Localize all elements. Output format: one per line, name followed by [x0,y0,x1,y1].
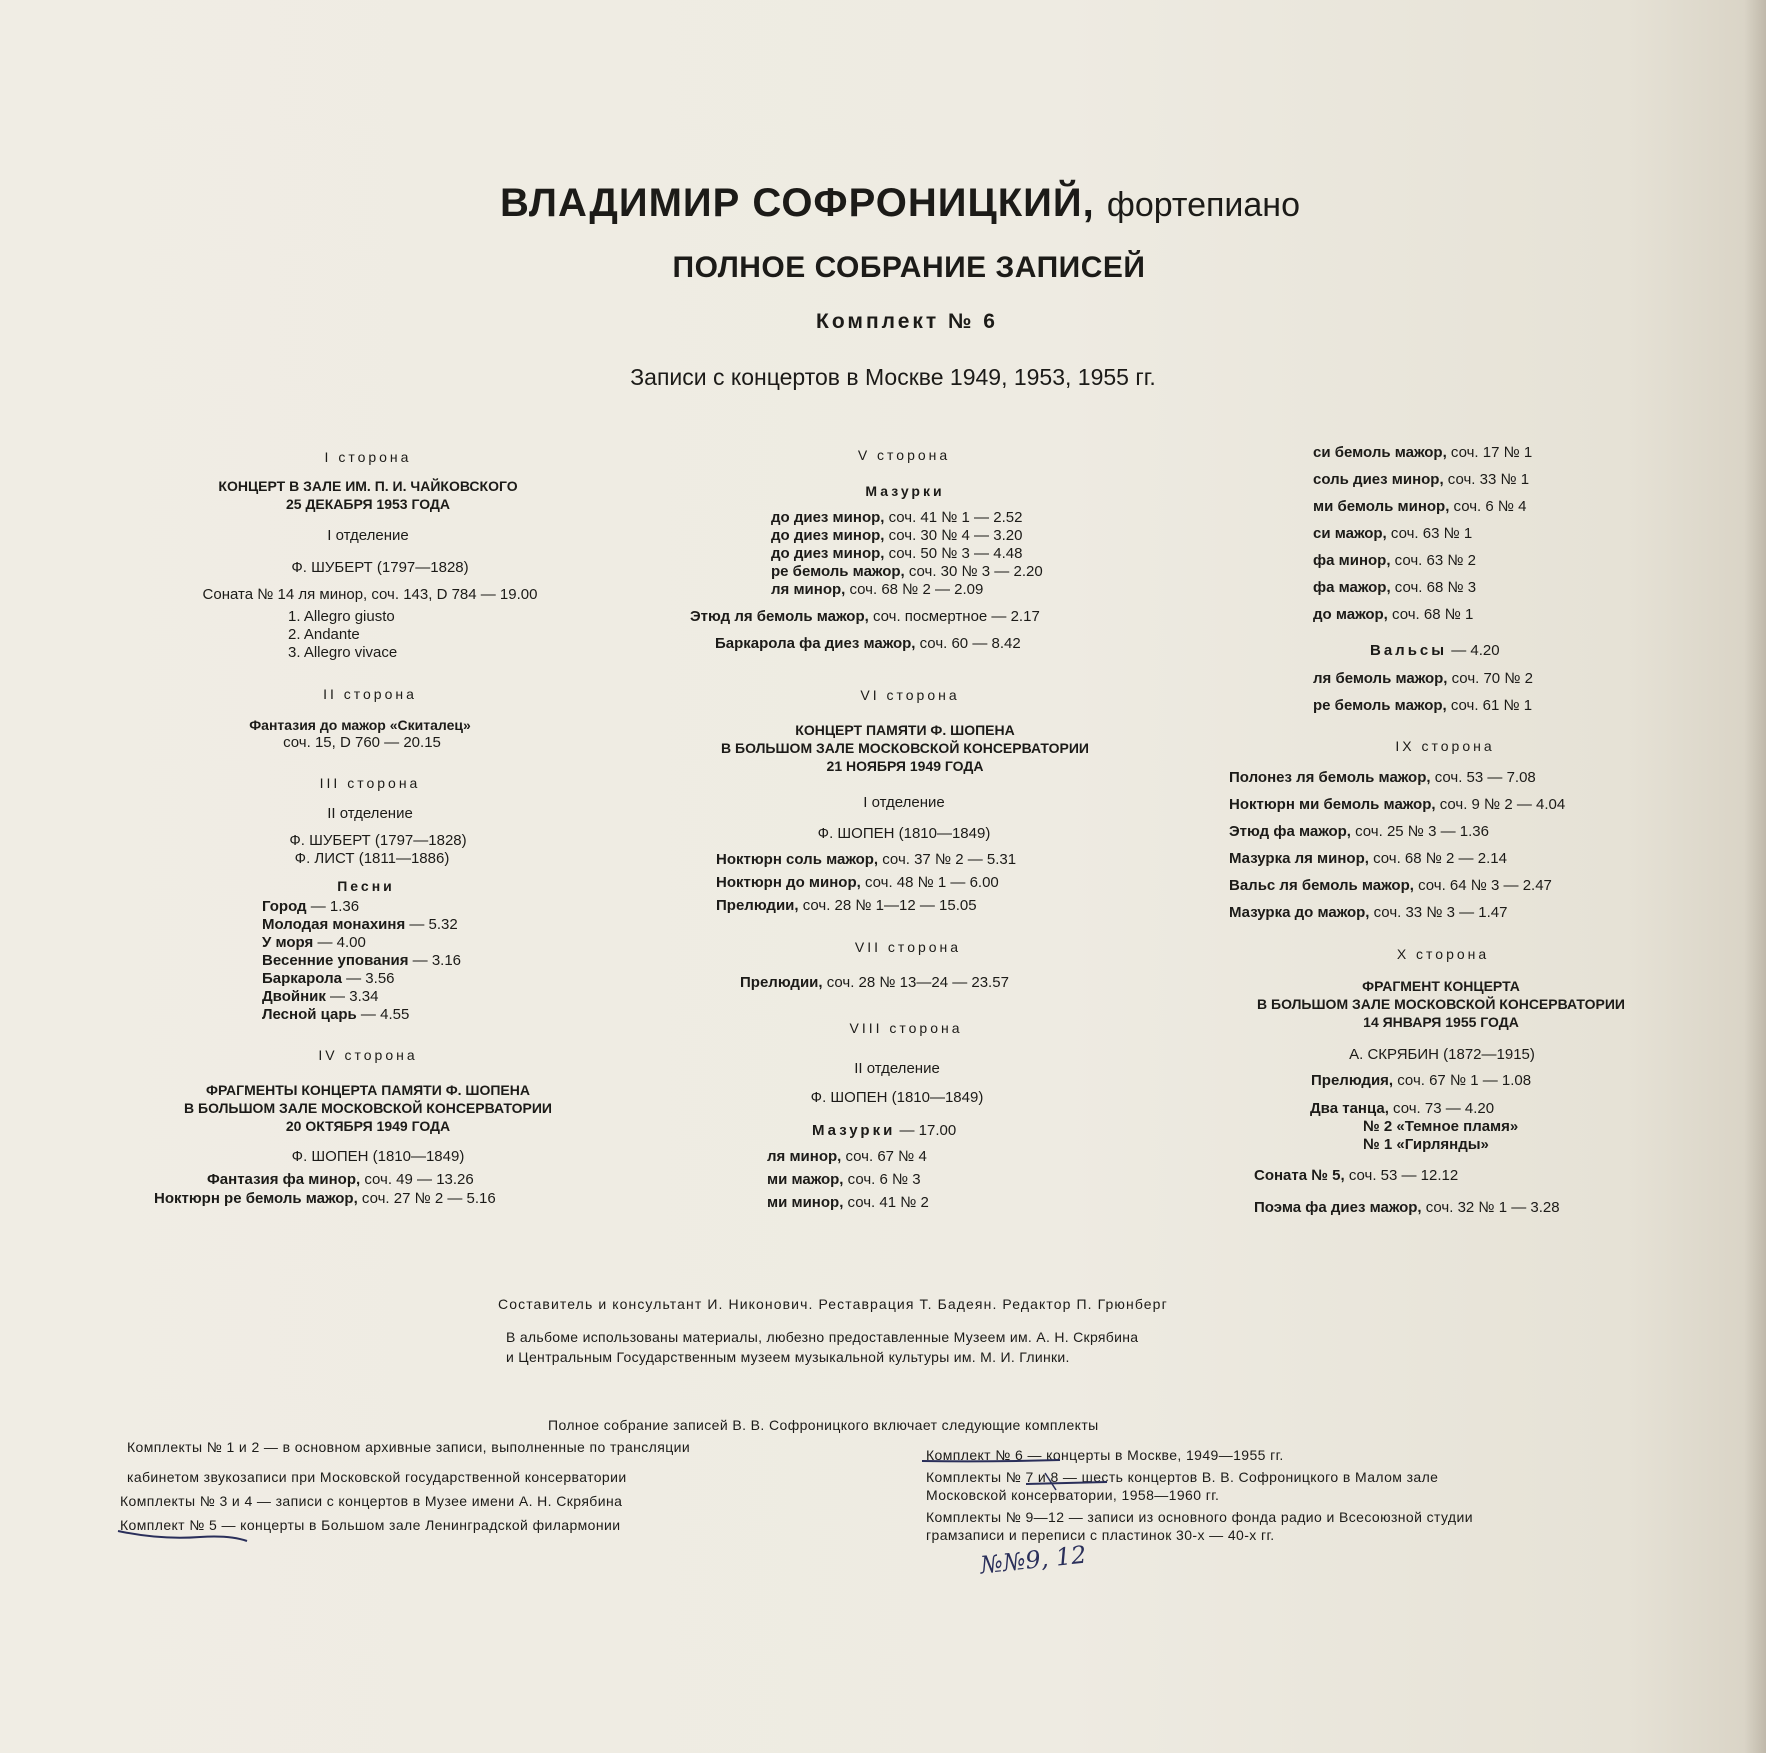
song-item: Лесной царь — 4.55 [262,1006,410,1023]
side-6-work: Ноктюрн соль мажор, соч. 37 № 2 — 5.31 [716,851,1017,868]
song-item: У моря — 4.00 [262,934,366,951]
side-3-composer-2: Ф. ЛИСТ (1811—1886) [294,850,450,867]
instrument: фортепиано [1106,186,1301,224]
mazurka-item: до диез минор, соч. 50 № 3 — 4.48 [771,545,1023,562]
etude-item: Этюд ля бемоль мажор, соч. посмертное — 2.17 [690,608,1040,625]
side-9-work: Этюд фа мажор, соч. 25 № 3 — 1.36 [1229,823,1489,840]
collection-title: ПОЛНОЕ СОБРАНИЕ ЗАПИСЕЙ [672,251,1146,284]
footer-left-line: Комплекты № 3 и 4 — записи с концертов в Музее имени А. Н. Скрябина [120,1493,623,1509]
side-4-concert-line-3: 20 ОКТЯБРЯ 1949 ГОДА [285,1118,451,1134]
dance-item: № 2 «Темное пламя» [1363,1118,1519,1135]
side-1-sonata: Соната № 14 ля минор, соч. 143, D 784 — 19.00 [202,586,538,603]
side-4-concert-line-1: ФРАГМЕНТЫ КОНЦЕРТА ПАМЯТИ Ф. ШОПЕНА [205,1082,531,1098]
side-6-concert-line-2: В БОЛЬШОМ ЗАЛЕ МОСКОВСКОЙ КОНСЕРВАТОРИИ [721,740,1089,756]
prelude-item: Прелюдия, соч. 67 № 1 — 1.08 [1311,1072,1532,1089]
mazurka-item: ля минор, соч. 68 № 2 — 2.09 [771,581,984,598]
footer-right-line: Московской консерватории, 1958—1960 гг. [926,1487,1220,1503]
side-8-heading: VIII сторона [849,1020,963,1036]
side-9-work: Ноктюрн ми бемоль мажор, соч. 9 № 2 — 4.04 [1229,796,1566,813]
side-4-heading: IV сторона [318,1047,418,1063]
footer-left-line: кабинетом звукозаписи при Московской государственной консерватории [127,1469,627,1485]
footer-left-line: Комплект № 5 — концерты в Большом зале Ленинградской филармонии [120,1517,621,1533]
side-9-work: Вальс ля бемоль мажор, соч. 64 № 3 — 2.47 [1229,877,1552,894]
side-7-heading: VII сторона [854,939,962,955]
side-3-part: II отделение [327,805,413,822]
side-6-concert-line-1: КОНЦЕРТ ПАМЯТИ Ф. ШОПЕНА [795,722,1015,738]
credits-line-2: В альбоме использованы материалы, любезно предоставленные Музеем им. А. Н. Скрябина [506,1329,1139,1345]
credits-line-1: Составитель и консультант И. Никонович. Реставрация Т. Бадеян. Редактор П. Грюнберг [498,1296,1168,1312]
side-10-concert-line-1: ФРАГМЕНТ КОНЦЕРТА [1362,978,1520,994]
side-7-work: Прелюдии, соч. 28 № 13—24 — 23.57 [740,974,1009,991]
waltz-item: ре бемоль мажор, соч. 61 № 1 [1313,697,1533,714]
mazurka-item: си бемоль мажор, соч. 17 № 1 [1313,444,1533,461]
side-5-heading: V сторона [857,447,951,463]
footer-left-line: Комплекты № 1 и 2 — в основном архивные записи, выполненные по трансляции [127,1439,691,1455]
credits-line-3: и Центральным Государственным музеем музыкальной культуры им. М. И. Глинки. [506,1349,1070,1365]
side-10-composer: А. СКРЯБИН (1872—1915) [1349,1046,1535,1063]
song-item: Город — 1.36 [262,898,360,915]
songs-heading: Песни [337,878,395,894]
side-1-composer: Ф. ШУБЕРТ (1797—1828) [291,559,469,576]
side-10-concert-line-3: 14 ЯНВАРЯ 1955 ГОДА [1363,1014,1519,1030]
dances-item: Два танца, соч. 73 — 4.20 [1310,1100,1495,1117]
side-1-concert-line-2: 25 ДЕКАБРЯ 1953 ГОДА [285,496,451,512]
set-number: Комплект № 6 [816,310,998,333]
side-8-mazurkas-heading: Мазурки — 17.00 [812,1122,957,1139]
side-1-heading: I сторона [324,449,412,465]
mazurka-item: до мажор, соч. 68 № 1 [1313,606,1474,623]
side-6-composer: Ф. ШОПЕН (1810—1849) [817,825,991,842]
side-2-work-line-2: соч. 15, D 760 — 20.15 [283,734,441,751]
side-10-heading: X сторона [1396,946,1490,962]
mazurka-item: ми минор, соч. 41 № 2 [767,1194,929,1211]
mazurka-item: ля минор, соч. 67 № 4 [767,1148,927,1165]
pen-tick-mark [1045,1473,1056,1490]
side-5-mazurkas-heading: Мазурки [865,483,945,499]
waltzes-heading: Вальсы — 4.20 [1370,642,1500,659]
side-4-concert-line-2: В БОЛЬШОМ ЗАЛЕ МОСКОВСКОЙ КОНСЕРВАТОРИИ [184,1100,552,1116]
pen-underline-set-6 [922,1460,1060,1461]
song-item: Весенние упования — 3.16 [262,952,462,969]
side-9-work: Мазурка ля минор, соч. 68 № 2 — 2.14 [1229,850,1507,867]
mazurka-item: до диез минор, соч. 41 № 1 — 2.52 [771,509,1023,526]
side-9-work: Мазурка до мажор, соч. 33 № 3 — 1.47 [1229,904,1508,921]
footer-title: Полное собрание записей В. В. Софроницкого включает следующие комплекты [548,1417,1099,1433]
mazurka-item: си мажор, соч. 63 № 1 [1313,525,1473,542]
pen-underline-set-5 [118,1531,247,1541]
side-1-concert-line-1: КОНЦЕРТ В ЗАЛЕ ИМ. П. И. ЧАЙКОВСКОГО [218,478,518,494]
side-4-work: Фантазия фа минор, соч. 49 — 13.26 [207,1171,474,1188]
mazurka-item: ми бемоль минор, соч. 6 № 4 [1313,498,1527,515]
recordings-subtitle: Записи с концертов в Москве 1949, 1953, 1955 гг. [630,364,1156,390]
artist-name: ВЛАДИМИР СОФРОНИЦКИЙ, [499,181,1095,225]
side-8-part: II отделение [854,1060,940,1077]
side-10-concert-line-2: В БОЛЬШОМ ЗАЛЕ МОСКОВСКОЙ КОНСЕРВАТОРИИ [1257,996,1625,1012]
mazurka-item: фа минор, соч. 63 № 2 [1313,552,1476,569]
side-6-work: Ноктюрн до минор, соч. 48 № 1 — 6.00 [716,874,999,891]
side-3-composer-1: Ф. ШУБЕРТ (1797—1828) [289,832,467,849]
side-6-heading: VI сторона [860,687,960,703]
side-1-part: I отделение [327,527,409,544]
handwritten-note: №№9, 12 [978,1540,1088,1580]
mazurka-item: соль диез минор, соч. 33 № 1 [1313,471,1530,488]
side-9-heading: IX сторона [1395,738,1495,754]
footer-right-line: Комплекты № 7 и 8 — шесть концертов В. В. Софроницкого в Малом зале [926,1469,1439,1485]
dance-item: № 1 «Гирлянды» [1363,1136,1489,1153]
mazurka-item: ми мажор, соч. 6 № 3 [767,1171,921,1188]
side-2-work-line-1: Фантазия до мажор «Скиталец» [249,717,471,733]
song-item: Баркарола — 3.56 [262,970,395,987]
pen-underline-sets-7-8 [1026,1482,1107,1484]
footer-right-line: Комплекты № 9—12 — записи из основного фонда радио и Всесоюзной студии [926,1509,1473,1525]
side-6-part: I отделение [863,794,945,811]
side-4-work: Ноктюрн ре бемоль мажор, соч. 27 № 2 — 5.16 [154,1190,496,1207]
mazurka-item: ре бемоль мажор, соч. 30 № 3 — 2.20 [771,563,1043,580]
movement-2: 2. Andante [288,626,360,643]
footer-right-line: Комплект № 6 — концерты в Москве, 1949—1955 гг. [926,1447,1284,1463]
song-item: Двойник — 3.34 [262,988,379,1005]
side-9-work: Полонез ля бемоль мажор, соч. 53 — 7.08 [1229,769,1536,786]
side-8-composer: Ф. ШОПЕН (1810—1849) [810,1089,984,1106]
song-item: Молодая монахиня — 5.32 [262,916,458,933]
side-4-composer: Ф. ШОПЕН (1810—1849) [291,1148,465,1165]
waltz-item: ля бемоль мажор, соч. 70 № 2 [1313,670,1533,687]
barcarolle-item: Баркарола фа диез мажор, соч. 60 — 8.42 [715,635,1021,652]
side-3-heading: III сторона [319,775,421,791]
mazurka-item: до диез минор, соч. 30 № 4 — 3.20 [771,527,1023,544]
footer-right-line: грамзаписи и переписи с пластинок 30-х — 40-х гг. [926,1527,1275,1543]
poem-item: Поэма фа диез мажор, соч. 32 № 1 — 3.28 [1254,1199,1560,1216]
mazurka-item: фа мажор, соч. 68 № 3 [1313,579,1477,596]
movement-3: 3. Allegro vivace [288,644,398,661]
side-6-concert-line-3: 21 НОЯБРЯ 1949 ГОДА [826,758,984,774]
sonata-item: Соната № 5, соч. 53 — 12.12 [1254,1167,1459,1184]
side-2-heading: II сторона [323,686,417,702]
side-6-work: Прелюдии, соч. 28 № 1—12 — 15.05 [716,897,977,914]
movement-1: 1. Allegro giusto [288,608,395,625]
